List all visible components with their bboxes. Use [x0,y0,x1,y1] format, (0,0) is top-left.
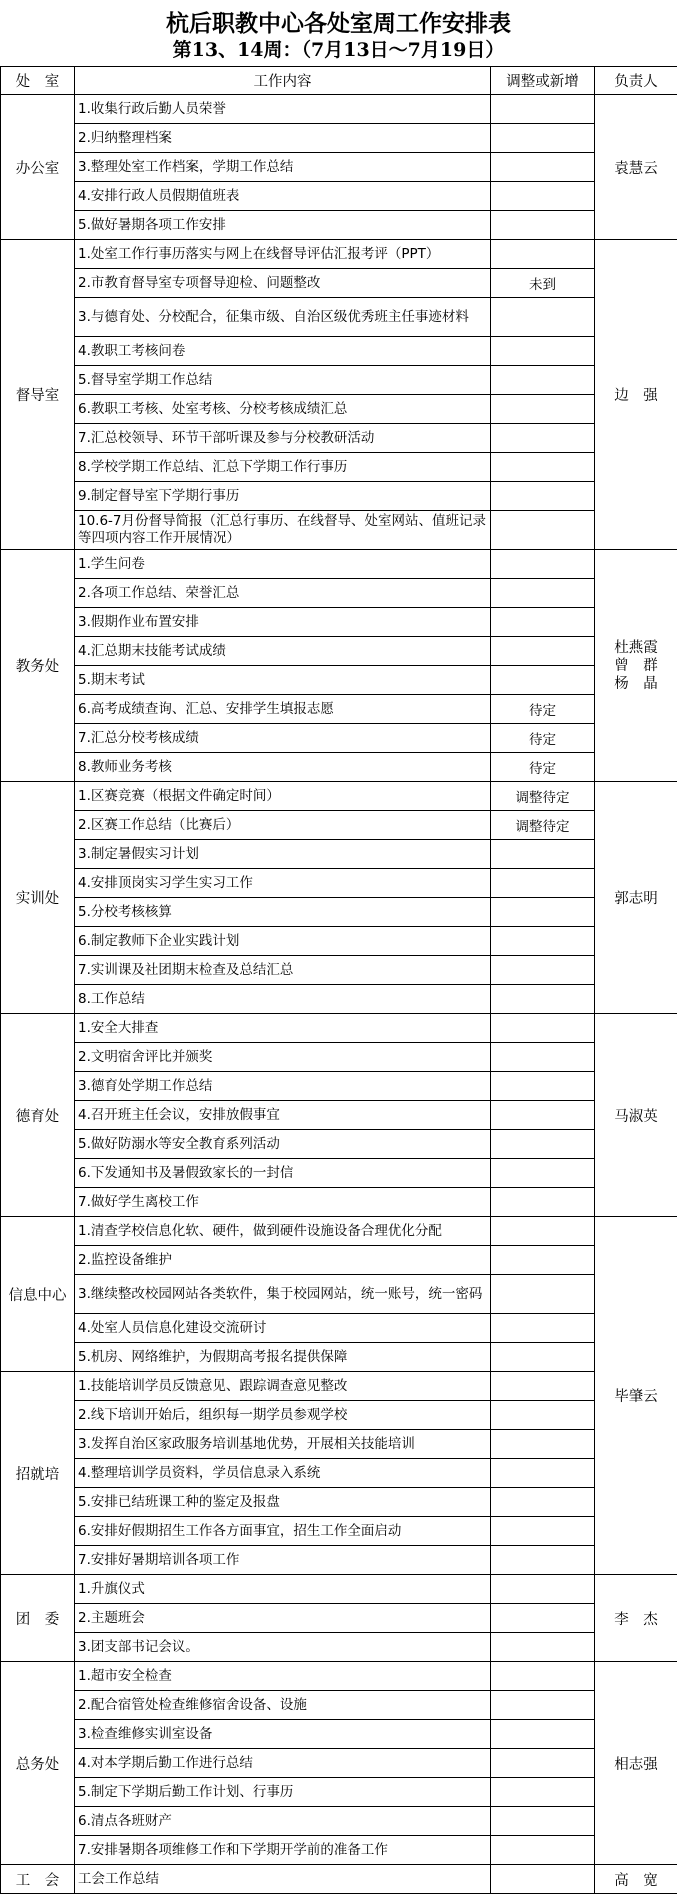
title-block [0,0,677,66]
owner-name: 曾 群 [614,657,658,674]
adjust-cell [491,153,595,182]
adjust-cell: 待定 [491,724,595,753]
adjust-cell [491,1314,595,1343]
dept-cell: 总务处 [1,1662,75,1865]
owner-name: 郭志明 [614,891,658,907]
task-cell: 5.制定下学期后勤工作计划、行事历 [75,1778,491,1807]
task-cell: 6.下发通知书及暑假致家长的一封信 [75,1159,491,1188]
adjust-cell [491,1246,595,1275]
owner-cell [595,240,677,550]
owner-name: 杨 晶 [614,675,658,692]
header-dept: 处 室 [1,67,75,95]
task-cell: 4.安排顶岗实习学生实习工作 [75,869,491,898]
table-row [1,1807,677,1836]
table-row [1,579,677,608]
task-cell: 2.文明宿舍评比并颁奖 [75,1043,491,1072]
adjust-cell [491,1430,595,1459]
task-cell: 4.对本学期后勤工作进行总结 [75,1749,491,1778]
table-row [1,782,677,811]
table-row [1,1633,677,1662]
adjust-cell: 待定 [491,753,595,782]
table-row [1,985,677,1014]
task-cell: 2.线下培训开始后，组织每一期学员参观学校 [75,1401,491,1430]
table-row [1,124,677,153]
task-cell: 4.召开班主任会议，安排放假事宜 [75,1101,491,1130]
adjust-cell [491,1343,595,1372]
adjust-cell [491,608,595,637]
dept-cell: 德育处 [1,1014,75,1217]
table-row [1,1749,677,1778]
page-title: 杭后职教中心各处室周工作安排表 [166,10,511,37]
table-row [1,211,677,240]
owner-name: 高 宽 [614,1872,658,1889]
table-row [1,637,677,666]
table-row [1,840,677,869]
adjust-cell [491,956,595,985]
adjust-cell [491,511,595,550]
adjust-cell: 待定 [491,695,595,724]
adjust-cell [491,453,595,482]
owner-name: 毕肇云 [614,1389,658,1405]
table-row [1,1188,677,1217]
adjust-cell [491,1720,595,1749]
adjust-cell [491,1633,595,1662]
table-row [1,1217,677,1246]
owner-cell [595,1575,677,1662]
adjust-cell [491,395,595,424]
owner-cell [595,1014,677,1217]
adjust-cell [491,1159,595,1188]
task-cell: 6.高考成绩查询、汇总、安排学生填报志愿 [75,695,491,724]
adjust-cell [491,1459,595,1488]
owner-name: 边 强 [614,388,658,404]
task-cell: 1.技能培训学员反馈意见、跟踪调查意见整改 [75,1372,491,1401]
table-row [1,1130,677,1159]
task-cell: 3.假期作业布置安排 [75,608,491,637]
owner-name: 相志强 [614,1756,658,1773]
task-cell: 1.处室工作行事历落实与网上在线督导评估汇报考评（PPT） [75,240,491,269]
adjust-cell: 未到 [491,269,595,298]
task-cell: 5.安排已结班课工种的鉴定及报盘 [75,1488,491,1517]
table-row [1,1372,677,1401]
adjust-cell [491,840,595,869]
task-cell: 3.发挥自治区家政服务培训基地优势，开展相关技能培训 [75,1430,491,1459]
adjust-cell [491,1043,595,1072]
schedule-body [1,95,677,1894]
adjust-cell: 调整待定 [491,782,595,811]
task-cell: 9.制定督导室下学期行事历 [75,482,491,511]
task-cell: 2.各项工作总结、荣誉汇总 [75,579,491,608]
table-row [1,153,677,182]
adjust-cell [491,1662,595,1691]
task-cell: 3.团支部书记会议。 [75,1633,491,1662]
table-row [1,1546,677,1575]
task-cell: 工会工作总结 [75,1865,491,1894]
task-cell: 4.整理培训学员资料，学员信息录入系统 [75,1459,491,1488]
adjust-cell [491,1488,595,1517]
adjust-cell [491,366,595,395]
task-cell: 6.教职工考核、处室考核、分校考核成绩汇总 [75,395,491,424]
header-owner: 负责人 [595,67,677,95]
adjust-cell [491,1546,595,1575]
adjust-cell [491,1401,595,1430]
task-cell: 8.工作总结 [75,985,491,1014]
task-cell: 5.督导室学期工作总结 [75,366,491,395]
adjust-cell [491,424,595,453]
table-row [1,898,677,927]
owner-name: 杜燕霞 [614,639,658,656]
owner-name: 袁慧云 [614,160,658,177]
task-cell: 4.汇总期末技能考试成绩 [75,637,491,666]
task-cell: 1.收集行政后勤人员荣誉 [75,95,491,124]
task-cell: 1.安全大排查 [75,1014,491,1043]
task-cell: 8.教师业务考核 [75,753,491,782]
adjust-cell [491,298,595,337]
adjust-cell [491,1517,595,1546]
table-row [1,1836,677,1865]
adjust-cell [491,95,595,124]
page-subtitle: 第13、14周：（7月13日～7月19日） [172,39,505,61]
adjust-cell: 调整待定 [491,811,595,840]
table-row [1,366,677,395]
adjust-cell [491,1130,595,1159]
table-row [1,1072,677,1101]
adjust-cell [491,337,595,366]
table-row [1,1604,677,1633]
adjust-cell [491,1101,595,1130]
owner-cell [595,95,677,240]
task-cell: 6.制定教师下企业实践计划 [75,927,491,956]
adjust-cell [491,211,595,240]
adjust-cell [491,579,595,608]
task-cell: 1.学生问卷 [75,550,491,579]
task-cell: 4.教职工考核问卷 [75,337,491,366]
table-row [1,240,677,269]
adjust-cell [491,1072,595,1101]
adjust-cell [491,985,595,1014]
owner-cell [595,782,677,1014]
table-row [1,1343,677,1372]
table-row [1,1014,677,1043]
table-row [1,424,677,453]
owner-cell [595,1865,677,1894]
table-row [1,1488,677,1517]
table-row [1,1159,677,1188]
dept-cell: 工 会 [1,1865,75,1894]
adjust-cell [491,637,595,666]
task-cell: 2.主题班会 [75,1604,491,1633]
adjust-cell [491,1188,595,1217]
table-row [1,1043,677,1072]
header-task: 工作内容 [75,67,491,95]
dept-cell: 督导室 [1,240,75,550]
adjust-cell [491,1217,595,1246]
task-cell: 7.汇总分校考核成绩 [75,724,491,753]
owner-name: 李 杰 [614,1611,658,1628]
table-row [1,1778,677,1807]
owner-name: 马淑英 [614,1108,658,1125]
task-cell: 1.超市安全检查 [75,1662,491,1691]
task-cell: 3.整理处室工作档案，学期工作总结 [75,153,491,182]
table-row [1,1430,677,1459]
table-row [1,869,677,898]
task-cell: 2.区赛工作总结（比赛后） [75,811,491,840]
task-cell: 2.市教育督导室专项督导迎检、问题整改 [75,269,491,298]
table-row [1,927,677,956]
table-row [1,1275,677,1314]
adjust-cell [491,1749,595,1778]
adjust-cell [491,666,595,695]
adjust-cell [491,898,595,927]
adjust-cell [491,869,595,898]
table-row [1,395,677,424]
table-row [1,956,677,985]
table-row [1,1720,677,1749]
task-cell: 1.区赛竞赛（根据文件确定时间） [75,782,491,811]
table-row [1,1575,677,1604]
adjust-cell [491,1836,595,1865]
task-cell: 3.德育处学期工作总结 [75,1072,491,1101]
adjust-cell [491,550,595,579]
task-cell: 7.安排好暑期培训各项工作 [75,1546,491,1575]
task-cell: 10.6-7月份督导简报（汇总行事历、在线督导、处室网站、值班记录等四项内容工作开展情况） [75,511,491,550]
table-row [1,1662,677,1691]
owner-cell [595,1662,677,1865]
schedule-table [0,66,677,1894]
adjust-cell [491,1275,595,1314]
adjust-cell [491,482,595,511]
table-row [1,269,677,298]
task-cell: 6.安排好假期招生工作各方面事宜，招生工作全面启动 [75,1517,491,1546]
task-cell: 2.监控设备维护 [75,1246,491,1275]
task-cell: 1.清查学校信息化软、硬件，做到硬件设施设备合理优化分配 [75,1217,491,1246]
task-cell: 4.处室人员信息化建设交流研讨 [75,1314,491,1343]
table-row [1,1314,677,1343]
table-row [1,608,677,637]
adjust-cell [491,1604,595,1633]
dept-cell: 团 委 [1,1575,75,1662]
adjust-cell [491,1014,595,1043]
adjust-cell [491,124,595,153]
task-cell: 7.安排暑期各项维修工作和下学期开学前的准备工作 [75,1836,491,1865]
adjust-cell [491,182,595,211]
task-cell: 6.清点各班财产 [75,1807,491,1836]
table-row [1,511,677,550]
adjust-cell [491,240,595,269]
table-row [1,337,677,366]
table-row [1,811,677,840]
table-row [1,1691,677,1720]
table-row [1,298,677,337]
table-row [1,550,677,579]
table-row [1,1517,677,1546]
table-row [1,666,677,695]
adjust-cell [491,1865,595,1894]
task-cell: 5.期末考试 [75,666,491,695]
task-cell: 7.做好学生离校工作 [75,1188,491,1217]
table-row [1,182,677,211]
task-cell: 4.安排行政人员假期值班表 [75,182,491,211]
adjust-cell [491,1575,595,1604]
table-row [1,453,677,482]
dept-cell: 招就培 [1,1372,75,1575]
table-row [1,1459,677,1488]
task-cell: 3.检查维修实训室设备 [75,1720,491,1749]
adjust-cell [491,1372,595,1401]
task-cell: 5.分校考核核算 [75,898,491,927]
table-row [1,753,677,782]
table-row [1,1401,677,1430]
task-cell: 5.机房、网络维护，为假期高考报名提供保障 [75,1343,491,1372]
task-cell: 3.与德育处、分校配合，征集市级、自治区级优秀班主任事迹材料 [75,298,491,337]
table-row [1,95,677,124]
adjust-cell [491,1691,595,1720]
task-cell: 7.汇总校领导、环节干部听课及参与分校教研活动 [75,424,491,453]
task-cell: 5.做好防溺水等安全教育系列活动 [75,1130,491,1159]
task-cell: 7.实训课及社团期末检查及总结汇总 [75,956,491,985]
owner-cell [595,1217,677,1575]
adjust-cell [491,927,595,956]
dept-cell: 教务处 [1,550,75,782]
dept-cell: 办公室 [1,95,75,240]
task-cell: 2.配合宿管处检查维修宿舍设备、设施 [75,1691,491,1720]
header-adjust: 调整或新增 [491,67,595,95]
table-row [1,1865,677,1894]
table-row [1,482,677,511]
table-row [1,1101,677,1130]
task-cell: 3.制定暑假实习计划 [75,840,491,869]
task-cell: 8.学校学期工作总结、汇总下学期工作行事历 [75,453,491,482]
task-cell: 3.继续整改校园网站各类软件，集于校园网站，统一账号，统一密码 [75,1275,491,1314]
header-row [1,67,677,95]
table-row [1,724,677,753]
owner-cell [595,550,677,782]
dept-cell: 信息中心 [1,1217,75,1372]
adjust-cell [491,1778,595,1807]
adjust-cell [491,1807,595,1836]
task-cell: 1.升旗仪式 [75,1575,491,1604]
table-row [1,1246,677,1275]
task-cell: 2.归纳整理档案 [75,124,491,153]
task-cell: 5.做好暑期各项工作安排 [75,211,491,240]
table-row [1,695,677,724]
dept-cell: 实训处 [1,782,75,1014]
